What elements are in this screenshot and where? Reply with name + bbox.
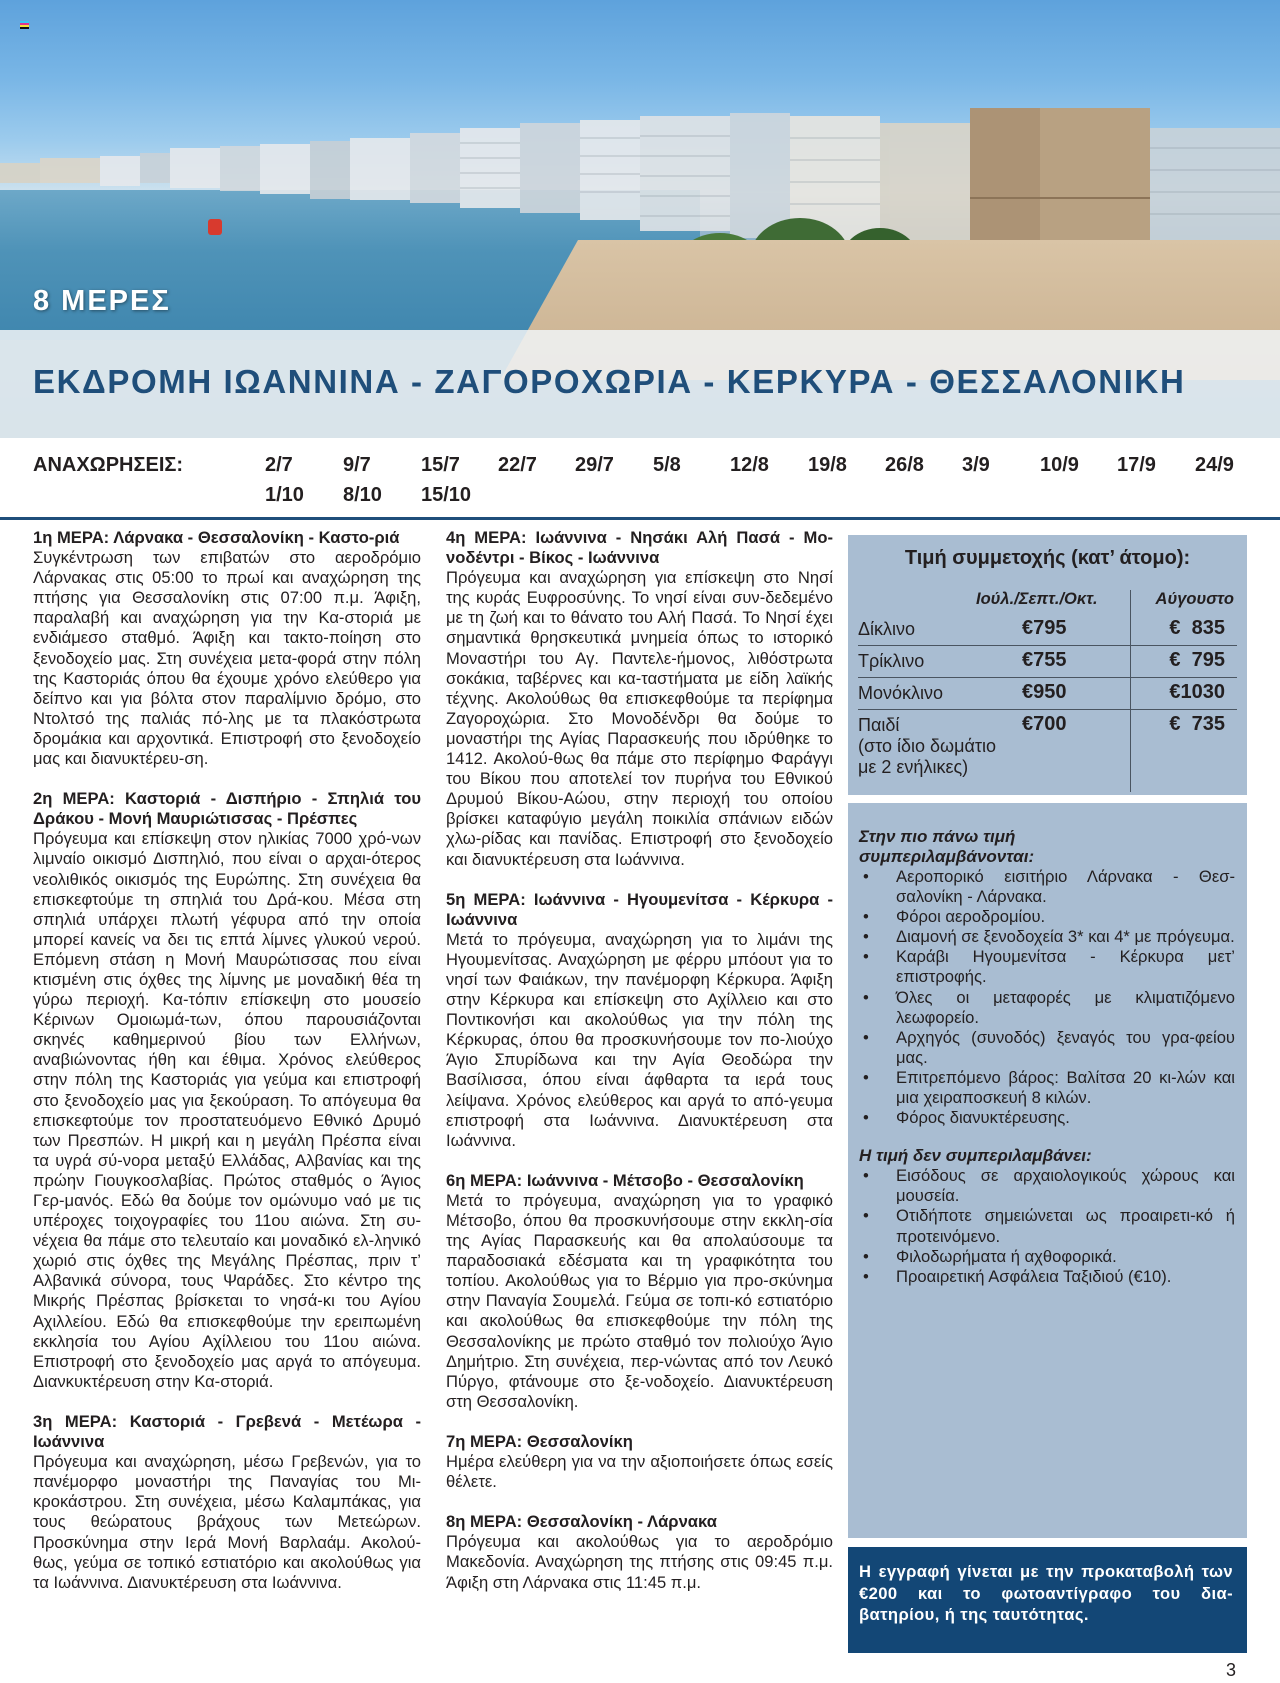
departure-date: 1/10 — [265, 484, 304, 506]
duration-label: 8 ΜΕΡΕΣ — [33, 285, 171, 317]
day-title: 5η ΜΕΡΑ: Ιωάννινα - Ηγουμενίτσα - Κέρκυρα - Ιωάννινα — [446, 889, 833, 929]
not-included-item-text: Φιλοδωρήματα ή αχθοφορικά. — [896, 1246, 1117, 1266]
itinerary-day-3 — [33, 1412, 421, 1593]
bullet-icon: • — [863, 947, 869, 967]
departure-date: 24/9 — [1195, 454, 1234, 476]
included-list — [859, 867, 1235, 1128]
day-title: 2η ΜΕΡΑ: Καστοριά - Δισπήριο - Σπηλιά του Δράκου - Μονή Μαυριώτισσας - Πρέσπες — [33, 789, 421, 829]
departure-date: 15/7 — [421, 454, 460, 476]
day-title: 3η ΜΕΡΑ: Καστοριά - Γρεβενά - Μετέωρα - Ιωάννινα — [33, 1411, 421, 1452]
not-included-item — [859, 1247, 1235, 1267]
bullet-icon: • — [863, 927, 869, 947]
included-item-text: Αρχηγός (συνοδός) ξεναγός του γρα-φείου μας. — [896, 1027, 1235, 1067]
itinerary-column-1 — [33, 528, 421, 1613]
price-august: € 795 — [1169, 649, 1225, 671]
bullet-icon: • — [863, 907, 869, 927]
included-item — [859, 907, 1235, 927]
registration-notice — [848, 1547, 1247, 1653]
price-august: €1030 — [1169, 681, 1225, 703]
price-low-season: €755 — [1022, 649, 1067, 671]
included-heading-line: συμπεριλαμβάνονται: — [859, 847, 1035, 866]
price-table — [848, 535, 1247, 795]
departure-date: 5/8 — [653, 454, 681, 476]
itinerary-day-4 — [446, 528, 833, 870]
itinerary-day-1 — [33, 528, 421, 769]
included-item — [859, 927, 1235, 947]
day-text: Πρόγευμα και ακολούθως για το αεροδρόμιο Μακεδονία. Αναχώρηση της πτήσης στις 09:45 π.μ. Άφιξη στη Λάρνακα στις 11:45 π.μ. — [446, 1532, 833, 1592]
room-type — [858, 715, 996, 778]
included-item-text: Αεροπορικό εισιτήριο Λάρνακα - Θεσ-σαλονίκη - Λάρνακα. — [896, 867, 1235, 907]
bullet-icon: • — [863, 1027, 869, 1047]
bullet-icon: • — [863, 1108, 869, 1128]
not-included-item — [859, 1267, 1235, 1287]
room-type: Μονόκλινο — [858, 683, 944, 703]
room-type: Δίκλινο — [858, 619, 916, 639]
bullet-icon: • — [863, 1067, 869, 1087]
departure-date: 17/9 — [1117, 454, 1156, 476]
room-type: Τρίκλινο — [858, 651, 925, 671]
bullet-icon: • — [863, 987, 869, 1007]
departure-date: 26/8 — [885, 454, 924, 476]
departure-date: 29/7 — [575, 454, 614, 476]
included-item-text: Καράβι Ηγουμενίτσα - Κέρκυρα μετ’ επιστροφής. — [896, 947, 1235, 987]
registration-text: Η εγγραφή γίνεται με την προκαταβολή των €200 και το φωτοαντίγραφο του δια-βατηρίου, ή της ταυτότητας. — [859, 1562, 1233, 1624]
bullet-icon: • — [863, 1206, 869, 1226]
day-text: Πρόγευμα και αναχώρηση, μέσω Γρεβενών, για το πανέμορφο μοναστήρι της Παναγίας του Μι-κροκάστρου. Στη συνέχεια, μέσω Καλαμπάκας, για τους θεώρατους βράχους των Μετεώρων. Προσκύνημα στην Ιερά Μονή Βαρλαάμ. Ακολού-θως, γεύμα σε τοπικό εστιατόριο και ακολούθως για τα Ιωάννινα. Διανυκτέρευση στα Ιωάννινα. — [33, 1452, 421, 1592]
day-text: Μετά το πρόγευμα, αναχώρηση για το γραφικό Μέτσοβο, όπου θα προσκυνήσουμε στην εκκλη-σία της Αγίας Παρασκευής και θα απολαύσουμε τα παραδοσιακά εδέσματα και τη γραφικότητα του τοπίου. Ακολούθως για το Βέρμιο για προ-σκύνημα στην Παναγία Σουμελά. Γεύμα σε τοπι-κό εστιατόριο και ακολούθως θα επισκεφθούμε την πόλη της Θεσσαλονίκης με πρώτο σταθμό τον πολιούχο Άγιο Δημήτριο. Στη συνέχεια, περ-νώντας από τον Λευκό Πύργο, φτάνουμε στο ξε-νοδοχείο. Διανυκτέρευση στη Θεσσαλονίκη. — [446, 1190, 833, 1411]
included-item-text: Διαμονή σε ξενοδοχεία 3* και 4* με πρόγευμα. — [896, 927, 1235, 947]
bullet-icon: • — [863, 1266, 869, 1286]
hero-boat — [208, 219, 222, 235]
price-row-double — [858, 613, 1237, 645]
day-title: 1η ΜΕΡΑ: Λάρνακα - Θεσσαλονίκη - Καστο-ριά — [33, 528, 400, 547]
page-number: 3 — [1226, 1660, 1237, 1680]
price-august: € 835 — [1169, 617, 1225, 639]
price-col-header-jul-sep-oct: Ιούλ./Σεπτ./Οκτ. — [976, 590, 1098, 608]
departure-date: 15/10 — [421, 484, 472, 506]
departure-date: 8/10 — [343, 484, 382, 506]
departures-label: ΑΝΑΧΩΡΗΣΕΙΣ: — [33, 454, 184, 476]
price-low-season: €700 — [1022, 713, 1067, 735]
itinerary-day-5 — [446, 890, 833, 1151]
price-august: € 735 — [1169, 713, 1225, 735]
departure-date: 3/9 — [962, 454, 990, 476]
included-heading-line: Στην πιο πάνω τιμή — [859, 827, 1016, 846]
day-text: Μετά το πρόγευμα, αναχώρηση για το λιμάνι της Ηγουμενίτσας. Αναχώρηση με φέρρυ μπόουτ για το νησί των Φαιάκων, την πανέμορφη Κέρκυρα. Άφιξη στην Κέρκυρα και επίσκεψη στο Αχίλλειο και στο Ποντικονήσι και ακολούθως για την πόλη της Κέρκυρας, όπου θα προσκυνήσουμε τον πο-λιούχο Άγιο Σπυρίδωνα και την Αγία Θεοδώρα την Βασίλισσα, όπου είναι άφθαρτα τα ιερά τους λείψανα. Χρόνος ελεύθερος και αργά το από-γευμα επιστροφή στα Ιωάννινα. Διανυκτέρευση στα Ιωάννινα. — [446, 929, 833, 1150]
price-low-season: €795 — [1022, 617, 1067, 639]
not-included-heading: Η τιμή δεν συμπεριλαμβάνει: — [859, 1146, 1092, 1166]
included-item — [859, 947, 1235, 987]
day-text: Πρόγευμα και επίσκεψη στον ηλικίας 7000 χρό-νων λιμναίο οικισμό Δισπηλιό, που είναι ο αρχαι-ότερος νεολιθικός οικισμός της Ευρώπης. Στη συνέχεια θα επισκεφτούμε τη σπηλιά του Δρά-κου. Μέσα στη σπηλιά υπάρχει πλωτή γέφυρα από την οποία μπορεί κανείς να δει τις επτά λίμνες γλυκού νερού. Επόμενη στάση η Μονή Μαυρώτισσας που είναι κτισμένη στις όχθες της λίμνης με μοναδική θέα τη γύρω περιοχή. Κα-τόπιν επίσκεψη στο μουσείο Κέρινων Ομοιωμά-των, όπου παρουσιάζονται σκηνές καθημερινού βίου των Ελλήνων, αναβιώνοντας ήθη και έθιμα. Χρόνος ελεύθερος στην πόλη της Καστοριάς για γεύμα και επιστροφή στο ξενοδοχείο μας για ξεκούραση. Το απόγευμα θα επισκεφτούμε τον προστατευόμενο Εθνικό Δρυμό των Πρεσπών. Η μικρή και η μεγάλη Πρέσπα είναι τα υγρά σύ-νορα μεταξύ Ελλάδας, Αλβανίας και της πρώην Γιουγκοσλαβίας. Πρώτος σταθμός ο Άγιος Γερ-μανός. Εδώ θα δούμε τον ομώνυμο ναό με τις υπέροχες τοιχογραφίες του 11ου αιώνα. Στη συ-νέχεια θα πάμε στο τελευταίο και μοναδικό ελ-ληνικό χωριό στις όχθες της Μεγάλης Πρέσπας, πριν τ’ Αλβανικά σύνορα, τους Ψαράδες. Στο κέντρο της Μικρής Πρέσπας βρίσκεται το νησά-κι του Αγίου Αχιλλείου. Εδώ θα επισκεφθούμε την ερειπωμένη εκκλησία του Αγίου Αχίλλειου του 11ου αιώνα. Επιστροφή στο ξενοδοχείο μας αργά το απόγευμα. Διανκυκτέρευση στην Κα-στοριά. — [33, 829, 421, 1391]
price-table-title: Τιμή συμμετοχής (κατ’ άτομο): — [904, 547, 1191, 569]
departure-date: 19/8 — [808, 454, 847, 476]
itinerary-day-2 — [33, 789, 421, 1392]
not-included-item — [859, 1166, 1235, 1206]
departures-row — [0, 445, 1280, 520]
day-title: 7η ΜΕΡΑ: Θεσσαλονίκη — [446, 1431, 633, 1451]
page-title: ΕΚΔΡΟΜΗ ΙΩΑΝΝΙΝΑ - ΖΑΓΟΡΟΧΩΡΙΑ - ΚΕΡΚΥΡΑ - ΘΕΣΣΑΛΟΝΙΚΗ — [33, 363, 1186, 400]
included-item — [859, 1108, 1235, 1128]
departure-date: 10/9 — [1040, 454, 1079, 476]
not-included-item-text: Οτιδήποτε σημειώνεται ως προαιρετι-κό ή προτεινόμενο. — [896, 1206, 1235, 1246]
day-text: Ημέρα ελεύθερη για να την αξιοποιήσετε όπως εσείς θέλετε. — [446, 1452, 833, 1492]
departure-date: 9/7 — [343, 454, 371, 476]
departure-date: 12/8 — [730, 454, 769, 476]
price-row-single — [858, 677, 1237, 709]
day-title: 4η ΜΕΡΑ: Ιωάννινα - Νησάκι Αλή Πασά - Μο-νοδέντρι - Βίκος - Ιωάννινα — [446, 528, 833, 568]
price-row-child — [858, 709, 1237, 789]
included-item — [859, 1068, 1235, 1108]
inclusions-box — [848, 803, 1247, 1538]
price-row-triple — [858, 645, 1237, 677]
price-col-header-august: Αύγουστο — [1155, 590, 1234, 608]
day-text: Πρόγευμα και αναχώρηση για επίσκεψη στο Νησί της κυράς Ευφροσύνης. Το νησί είναι συν-δεδεμένο με τη ζωή και το θάνατο του Αλή Πασά. Το Νησί έχει σημαντικά θρησκευτικά μνημεία όπως το ιστορικό Μοναστήρι του Αγ. Παντελε-ήμονος, λιθόστρωτα σοκάκια, ταβέρνες και κα-ταστήματα με είδη λαϊκής τέχνης. Ακολούθως θα επισκεφθούμε τα περίφημα Ζαγοροχώρια. Στο Μονοδένδρι θα δούμε το μοναστήρι της Αγίας Παρασκευής που ιδρύθηκε το 1412. Ακολού-θως θα πάμε στο περίφημο Φαράγγι του Βίκου που αποτελεί τον πυρήνα του Εθνικού Δρυμού Βίκου-Αώου, στην περιοχή του οποίου βρίσκει καταφύγιο μεγάλη ποικιλία σπάνιων ειδών χλω-ρίδας και πανίδας. Επιστροφή στο ξενοδοχείο και διανυκτέρευση στα Ιωάννινα. — [446, 568, 833, 869]
bullet-icon: • — [863, 1246, 869, 1266]
day-title: 8η ΜΕΡΑ: Θεσσαλονίκη - Λάρνακα — [446, 1512, 717, 1532]
included-item-text: Όλες οι μεταφορές με κλιματιζόμενο λεωφορείο. — [896, 987, 1235, 1027]
price-low-season: €950 — [1022, 681, 1067, 703]
section-divider — [0, 517, 1280, 520]
room-type-note: (στο ίδιο δωμάτιο — [858, 736, 996, 756]
included-item — [859, 867, 1235, 907]
itinerary-day-6 — [446, 1171, 833, 1412]
included-item — [859, 988, 1235, 1028]
itinerary-column-2 — [446, 528, 833, 1613]
not-included-item — [859, 1206, 1235, 1246]
not-included-item-text: Προαιρετική Ασφάλεια Ταξιδιού (€10). — [896, 1266, 1172, 1286]
print-color-bar — [20, 21, 29, 28]
departure-date: 2/7 — [265, 454, 293, 476]
itinerary-day-8 — [446, 1512, 833, 1592]
itinerary-day-7 — [446, 1432, 833, 1492]
bullet-icon: • — [863, 867, 869, 886]
included-item — [859, 1028, 1235, 1068]
room-type-note: με 2 ενήλικες) — [858, 757, 969, 777]
day-title: 6η ΜΕΡΑ: Ιωάννινα - Μέτσοβο - Θεσσαλονίκη — [446, 1170, 804, 1190]
included-item-text: Φόρος διανυκτέρευσης. — [896, 1108, 1070, 1128]
included-item-text: Φόροι αεροδρομίου. — [896, 907, 1046, 927]
room-type-label: Παιδί — [858, 715, 900, 735]
not-included-list — [859, 1166, 1235, 1287]
departure-date: 22/7 — [498, 454, 537, 476]
included-item-text: Επιτρεπόμενο βάρος: Βαλίτσα 20 κι-λών και μια χειραποσκευή 8 κιλών. — [896, 1067, 1235, 1108]
day-text: Συγκέντρωση των επιβατών στο αεροδρόμιο Λάρνακας στις 05:00 το πρωί και αναχώρηση της πτήσης για Θεσσαλονίκη στις 07:00 π.μ. Άφιξη, παραλαβή και αναχώρηση για την Κα-στοριά με ενδιάμεσο σταθμό. Άφιξη και τακτο-ποίηση στο ξενοδοχείο μας. Στη συνέχεια μετα-φορά στην πόλη της Καστοριάς όπου θα έχουμε χρόνο ελεύθερο για δείπνο και για βόλτα στον παραλίμνιο δρόμο, στο Ντολτσό της παλιάς πό-λης με τα πλακόστρωτα δρομάκια και αρχοντικά. Επιστροφή στο ξενοδοχείο μας και διανυκτέρευ-ση. — [33, 548, 421, 769]
not-included-item-text: Εισόδους σε αρχαιολογικούς χώρους και μουσεία. — [896, 1166, 1235, 1206]
included-heading — [859, 827, 1235, 867]
bullet-icon: • — [863, 1166, 869, 1186]
